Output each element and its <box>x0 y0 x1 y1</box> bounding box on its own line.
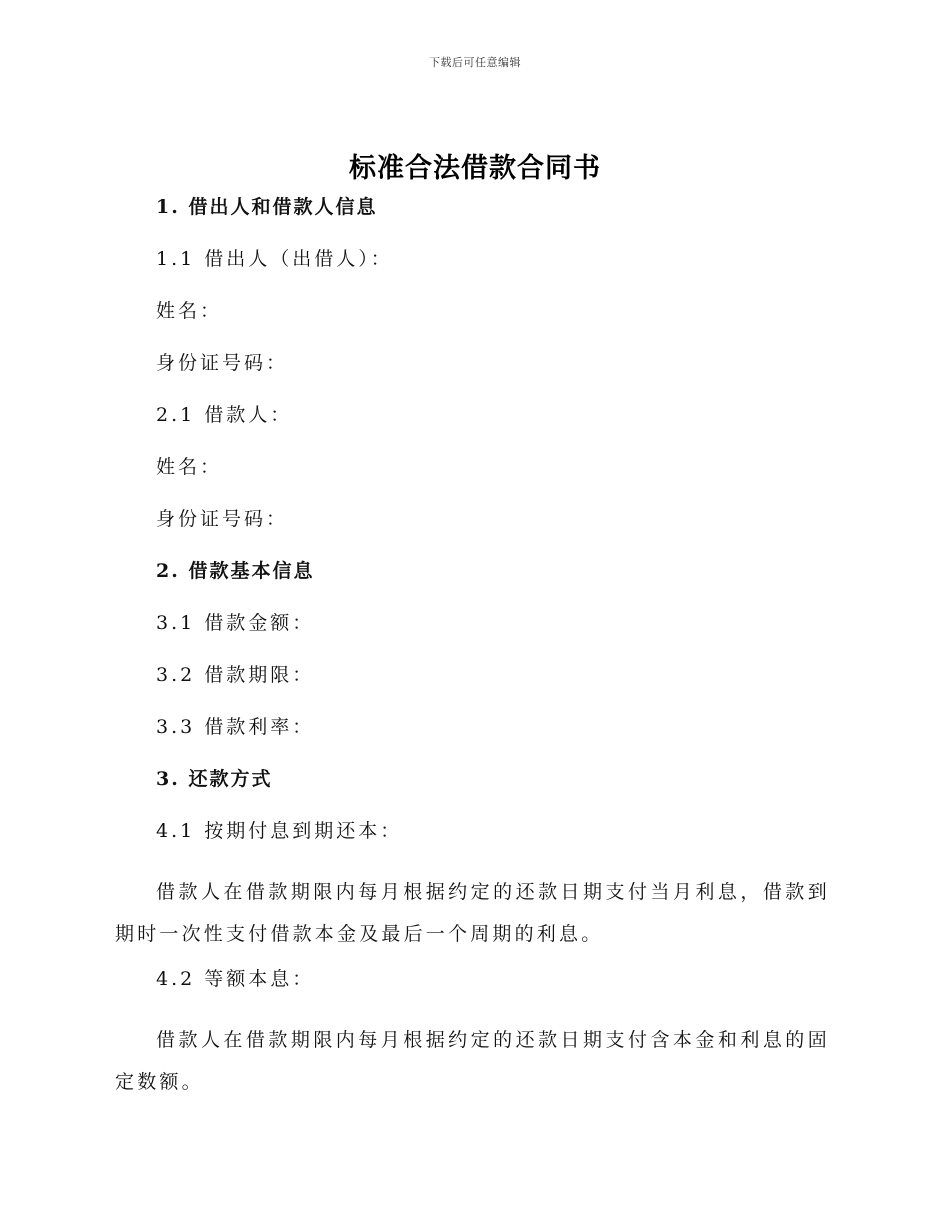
document-body <box>115 190 830 1110</box>
document-title: 标准合法借款合同书 <box>349 153 601 184</box>
loan-term-field: 3.2 借款期限： <box>156 664 315 686</box>
lender-id-field: 身份证号码： <box>156 352 289 374</box>
loan-rate-field: 3.3 借款利率： <box>156 716 315 738</box>
header-note: 下载后可任意编辑 <box>429 56 521 69</box>
repayment-method-1-label: 4.1 按期付息到期还本： <box>156 820 403 842</box>
borrower-name-field: 姓名： <box>156 456 223 478</box>
section-3-heading: 3. 还款方式 <box>156 768 273 790</box>
borrower-id-field: 身份证号码： <box>156 508 289 530</box>
section-1-heading: 1. 借出人和借款人信息 <box>156 196 378 218</box>
repayment-method-1-text: 借款人在借款期限内每月根据约定的还款日期支付当月利息，借款到期时一次性支付借款本金及最后一个周期的利息。 <box>115 881 830 945</box>
loan-amount-field: 3.1 借款金额： <box>156 612 315 634</box>
lender-name-field: 姓名： <box>156 300 223 322</box>
repayment-method-2-label: 4.2 等额本息： <box>156 968 315 990</box>
borrower-label: 2.1 借款人： <box>156 404 293 426</box>
section-2-heading: 2. 借款基本信息 <box>156 560 315 582</box>
lender-label: 1.1 借出人（出借人）： <box>156 248 393 270</box>
repayment-method-2-text: 借款人在借款期限内每月根据约定的还款日期支付含本金和利息的固定数额。 <box>115 1029 830 1093</box>
